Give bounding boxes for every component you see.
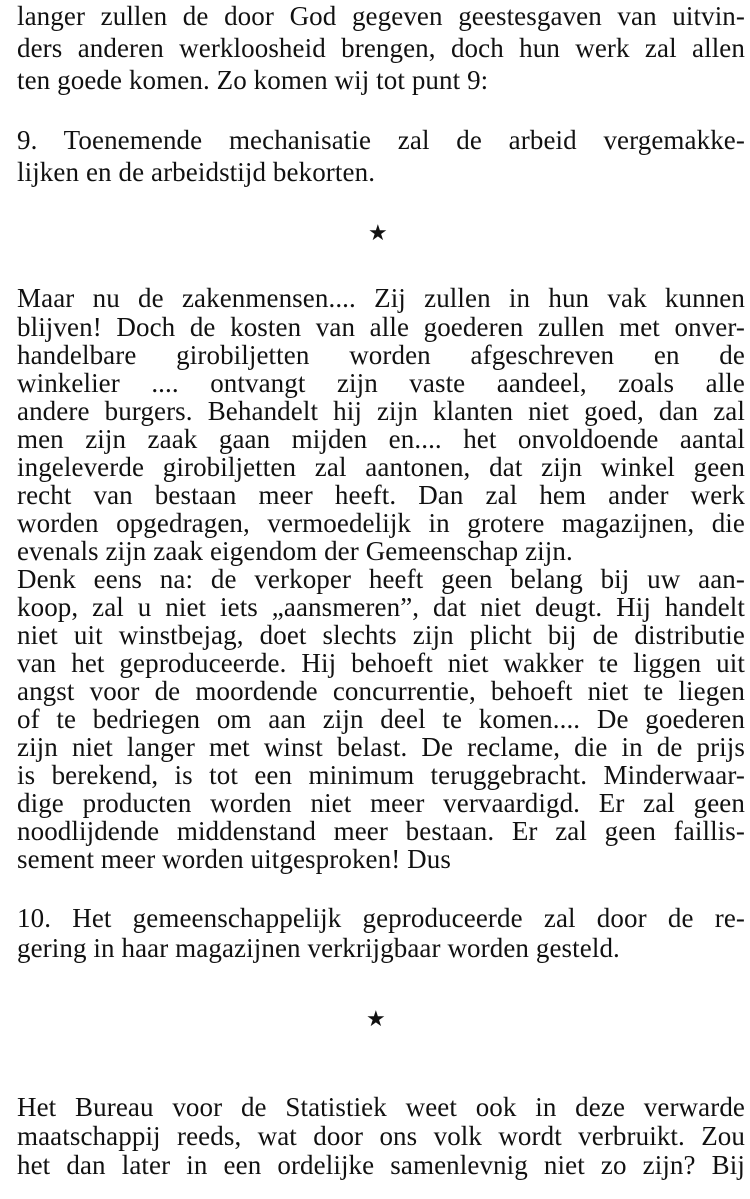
text-line: winkelier .... ontvangt zijn vaste aandeel, zoals alle xyxy=(17,368,745,398)
text-line: koop, zal u niet iets „aansmeren”, dat niet deugt. Hij handelt xyxy=(17,592,745,622)
text-line: het dan later in een ordelijke samenlevnig niet zo zijn? Bij xyxy=(17,1150,745,1180)
text-line: recht van bestaan meer heeft. Dan zal hem ander werk xyxy=(17,480,745,510)
text-line: 10. Het gemeenschappelijk geproduceerde zal door de re- xyxy=(17,903,745,933)
text-line: Het Bureau voor de Statistiek weet ook in deze verwarde xyxy=(17,1092,745,1122)
text-line: noodlijdende middenstand meer bestaan. Er zal geen faillis- xyxy=(17,816,745,846)
text-line: maatschappij reeds, wat door ons volk wordt verbruikt. Zou xyxy=(17,1121,745,1151)
text-line: worden opgedragen, vermoedelijk in grotere magazijnen, die xyxy=(17,508,745,538)
text-line: lijken en de arbeidstijd bekorten. xyxy=(17,157,376,187)
section-separator-star: ★ xyxy=(366,1006,386,1031)
text-line: zijn niet langer met winst belast. De reclame, die in de prijs xyxy=(17,732,745,762)
text-line: van het geproduceerde. Hij behoeft niet wakker te liggen uit xyxy=(17,648,745,678)
text-line: ingeleverde girobiljetten zal aantonen, dat zijn winkel geen xyxy=(17,452,745,482)
section-separator-star: ★ xyxy=(368,220,388,245)
text-line: is berekend, is tot een minimum teruggebracht. Minderwaar- xyxy=(17,760,745,790)
text-line: handelbare girobiljetten worden afgeschreven en de xyxy=(17,340,745,370)
text-line: ders anderen werkloosheid brengen, doch hun werk zal allen xyxy=(17,33,745,63)
text-line: niet uit winstbejag, doet slechts zijn plicht bij de distributie xyxy=(17,620,745,650)
text-line: of te bedriegen om aan zijn deel te komen.... De goederen xyxy=(17,704,745,734)
text-line: dige producten worden niet meer vervaardigd. Er zal geen xyxy=(17,788,745,818)
text-line: blijven! Doch de kosten van alle goederen zullen met onver- xyxy=(17,312,745,342)
text-line: Denk eens na: de verkoper heeft geen belang bij uw aan- xyxy=(17,564,745,594)
text-line: gering in haar magazijnen verkrijgbaar worden gesteld. xyxy=(17,933,620,963)
text-line: andere burgers. Behandelt hij zijn klanten niet goed, dan zal xyxy=(17,396,745,426)
text-line: Maar nu de zakenmensen.... Zij zullen in hun vak kunnen xyxy=(17,283,745,313)
text-line: evenals zijn zaak eigendom der Gemeenschap zijn. xyxy=(17,536,573,566)
text-line: langer zullen de door God gegeven geestesgaven van uitvin- xyxy=(17,1,745,31)
text-line: ten goede komen. Zo komen wij tot punt 9: xyxy=(17,65,489,95)
text-line: men zijn zaak gaan mijden en.... het onvoldoende aantal xyxy=(17,424,745,454)
text-line: angst voor de moordende concurrentie, behoeft niet te liegen xyxy=(17,676,745,706)
text-line: sement meer worden uitgesproken! Dus xyxy=(17,844,451,874)
text-line: 9. Toenemende mechanisatie zal de arbeid vergemakke- xyxy=(17,125,745,155)
